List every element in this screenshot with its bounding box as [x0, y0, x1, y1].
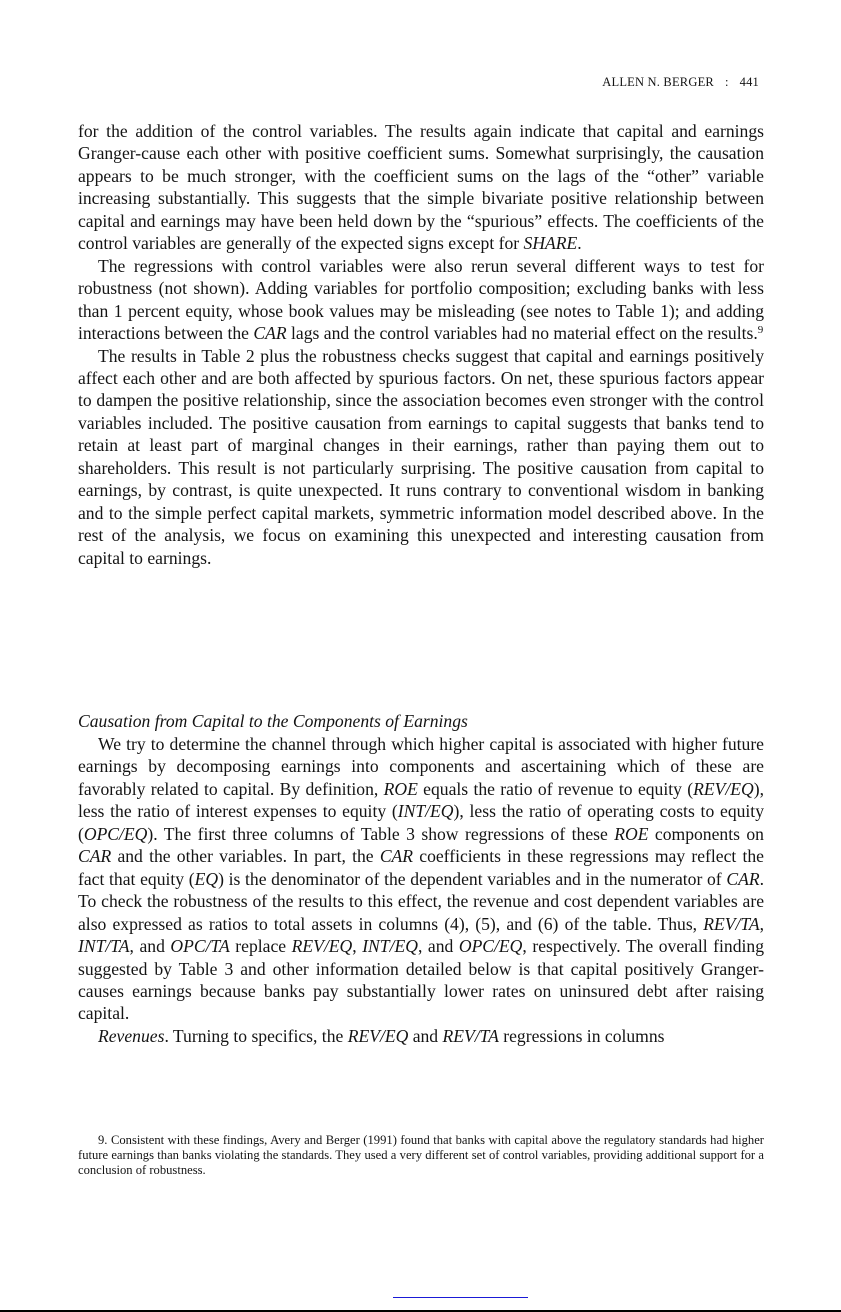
italic-term: INT/EQ: [362, 936, 418, 957]
text-run: , and: [417, 936, 459, 957]
italic-term: CAR: [78, 846, 112, 867]
italic-term: REV/TA: [703, 913, 760, 934]
body-text-upper: [78, 120, 764, 569]
text-run: . To check the robustness of the results to this effect, the revenue and cost dependent variables are also expressed as ratios to total assets in columns (4), (5), and (6) of the table. Thus,: [78, 868, 764, 934]
text-run: equals the ratio of revenue to equity (: [417, 778, 694, 799]
text-run: ,: [352, 936, 363, 957]
italic-term: INT/EQ: [397, 801, 454, 822]
italic-term: REV/EQ: [347, 1025, 409, 1046]
paragraph: [78, 733, 764, 1025]
italic-term: OPC/TA: [170, 936, 230, 957]
text-run: coefficients in these regressions may reflect the fact that equity (: [78, 846, 764, 889]
text-run: lags and the control variables had no material effect on the results.: [286, 323, 758, 344]
italic-term: INT/TA: [78, 936, 130, 957]
running-head: [602, 75, 759, 90]
text-run: The regressions with control variables were also rerun several different ways to test for robustness (not shown). Adding variables for portfolio composition; excluding banks with less than 1 percent equity, whose book values may be misleading (see notes to Table 1); and adding interactions between the: [78, 255, 764, 344]
paragraph: [78, 345, 764, 570]
running-head-separator: :: [724, 75, 729, 89]
body-text-lower: [78, 733, 764, 1047]
text-run: ,: [759, 913, 764, 934]
italic-term: REV/EQ: [291, 936, 353, 957]
text-run: for the addition of the control variables. The results again indicate that capital and earnings Granger-cause each other with positive coefficient sums. Somewhat surprisingly, the causation appears to be much stronger, with the coefficient sums on the lags of the “other” variable increasing substantially. This suggests that the simple bivariate positive relationship between capital and earnings may have been held down by the “spurious” effects. The coefficients of the control variables are generally of the expected signs except for: [78, 121, 764, 254]
text-run: ). The first three columns of Table 3 show regressions of these: [147, 823, 615, 844]
text-run: replace: [229, 936, 292, 957]
italic-term: OPC/EQ: [83, 823, 148, 844]
text-run: We try to determine the channel through which higher capital is associated with higher future earnings by decomposing earnings into components and ascertaining which of these are favorably related to capital. By definition,: [78, 734, 764, 799]
text-run: ), less the ratio of operating costs to equity (: [78, 801, 764, 844]
italic-term: CAR: [253, 323, 287, 344]
italic-term: EQ: [194, 868, 219, 889]
italic-term: CAR: [379, 846, 414, 867]
italic-term: Revenues: [98, 1025, 165, 1046]
italic-term: SHARE: [523, 233, 578, 254]
italic-term: OPC/EQ: [458, 936, 523, 957]
italic-term: ROE: [383, 778, 418, 799]
running-head-author: ALLEN N. BERGER: [602, 75, 714, 89]
blue-link-underline: [393, 1297, 528, 1298]
text-run: , and: [129, 936, 171, 957]
text-run: .: [577, 233, 582, 254]
italic-term: REV/TA: [442, 1025, 499, 1046]
text-run: , respectively. The overall finding suggested by Table 3 and other information detailed below is that capital positively Granger-causes earnings because banks pay substantially lower rates on uninsured debt after raising capital.: [78, 936, 764, 1024]
paragraph: [78, 1025, 764, 1047]
paragraph: [78, 255, 764, 345]
text-run: ), less the ratio of interest expenses to equity (: [78, 778, 764, 822]
footnote-text: Consistent with these findings, Avery and Berger (1991) found that banks with capital above the regulatory standards had higher future earnings than banks violating the standards. They used a very different set of control variables, providing additional support for a conclusion of robustness.: [78, 1133, 764, 1178]
footnote-ref: 9: [757, 324, 764, 337]
paragraph: [78, 120, 764, 255]
section-heading: Causation from Capital to the Components of Earnings: [78, 711, 468, 731]
text-run: and: [408, 1025, 443, 1046]
italic-term: REV/EQ: [693, 778, 754, 799]
text-run: regressions in columns: [498, 1025, 665, 1046]
footnote-9: [78, 1133, 764, 1178]
text-run: . Turning to specifics, the: [164, 1025, 348, 1046]
page-number: 441: [739, 75, 759, 89]
footnote-number: 9.: [98, 1133, 108, 1147]
italic-term: ROE: [614, 823, 649, 844]
text-run: components on: [648, 823, 764, 844]
text-run: and the other variables. In part, the: [111, 846, 380, 867]
text-run: The results in Table 2 plus the robustness checks suggest that capital and earnings positively affect each other and are both affected by spurious factors. On net, these spurious factors appear to dampen the positive relationship, since the association becomes even stronger with the control variables included. The positive causation from earnings to capital suggests that banks tend to retain at least part of marginal changes in their earnings, rather than paying them out to shareholders. This result is not particularly surprising. The positive causation from capital to earnings, by contrast, is quite unexpected. It runs contrary to conventional wisdom in banking and to the simple perfect capital markets, symmetric information model described above. In the rest of the analysis, we focus on examining this unexpected and interesting causation from capital to earnings.: [78, 345, 764, 568]
text-run: ) is the denominator of the dependent variables and in the numerator of: [218, 868, 727, 889]
italic-term: CAR: [726, 868, 760, 889]
